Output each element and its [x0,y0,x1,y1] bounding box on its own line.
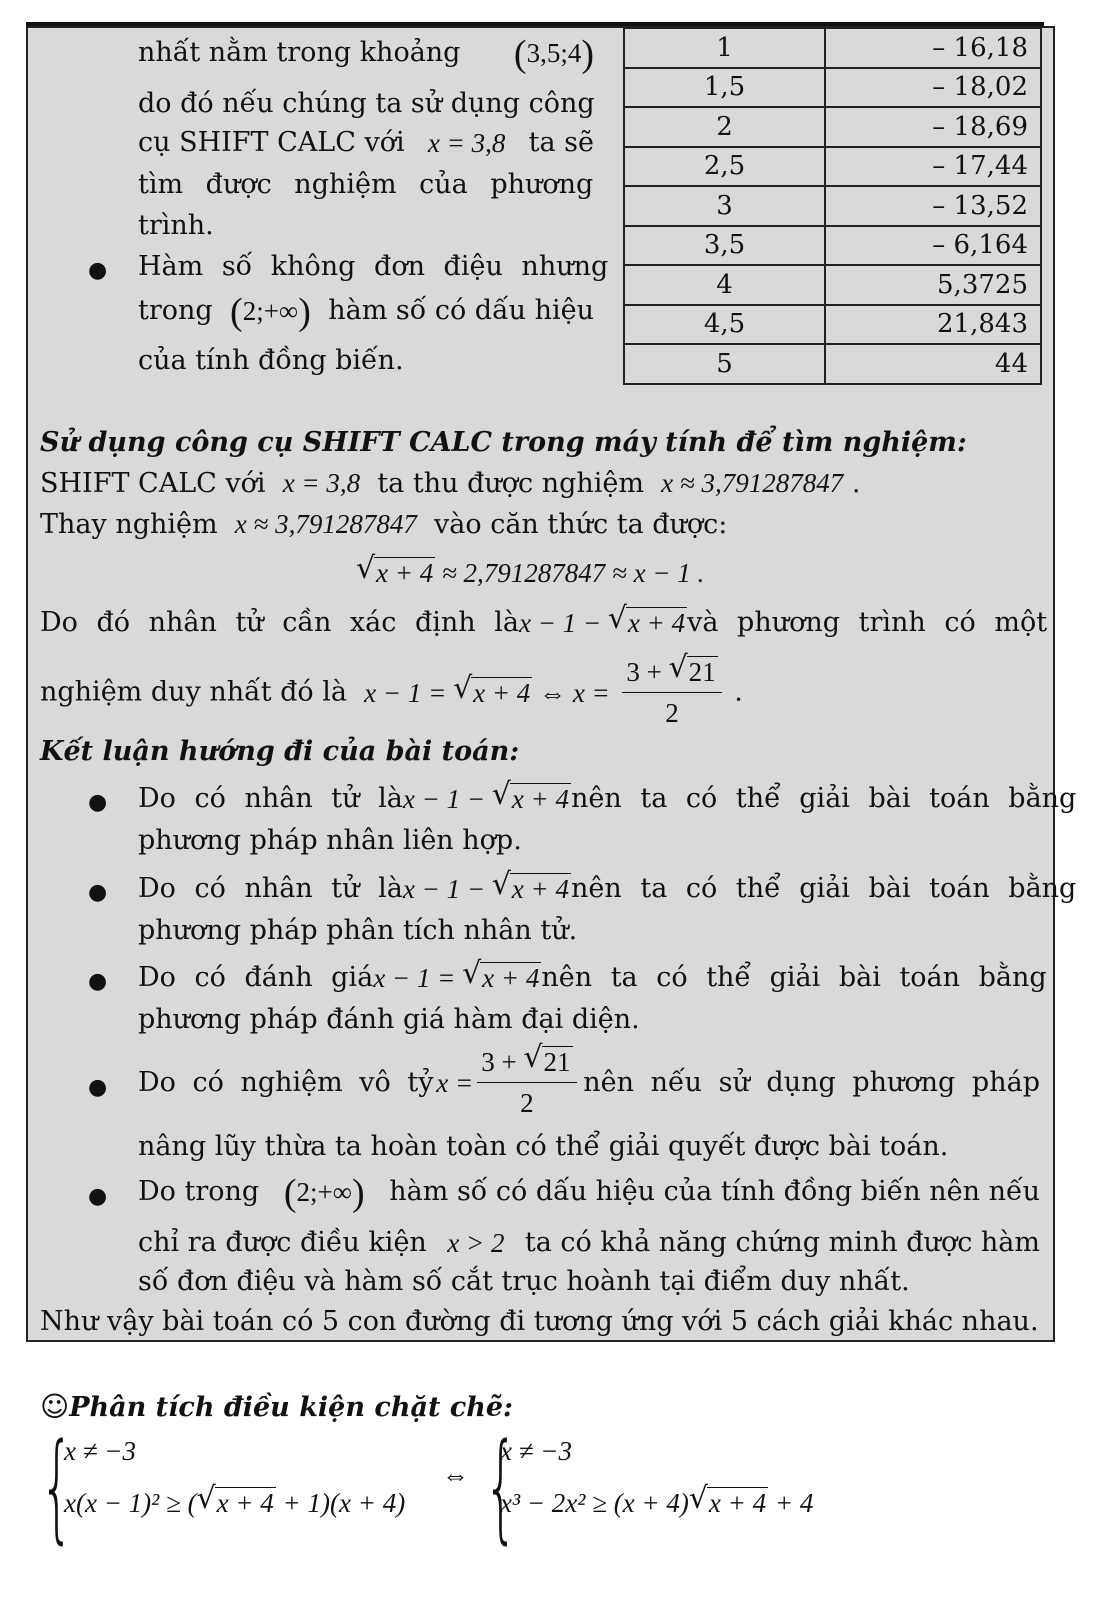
y-cell: – 18,69 [825,107,1041,147]
x-cell: 1 [624,28,825,68]
radicand: x + 4 [216,1488,274,1518]
radicand: x + 4 [511,874,570,904]
text-line [138,959,1047,997]
text-line [138,1224,1040,1262]
text-segment: ta có khả năng chứng minh được hàm [524,1227,1040,1258]
text-segment: Do trong [138,1176,260,1207]
text-line: nâng lũy thừa ta hoàn toàn có thể giải quyết được bài toán. [138,1131,949,1162]
x-cell: 2,5 [624,147,825,187]
equation [356,554,704,592]
text-line [40,464,860,503]
table-row [624,107,1041,147]
text-segment: Thay nghiệm [40,509,218,540]
text-line [138,124,594,162]
math-expression: x ≈ 3,791287847 [234,509,417,539]
text-line: phương pháp đánh giá hàm đại diện. [138,1004,640,1035]
math-expression: + 1)(x + 4) [282,1488,406,1518]
text-segment: do đó nếu chúng ta sử dụng công [138,88,595,119]
text-segment: hàm số có dấu hiệu [328,295,594,326]
text-line: phương pháp phân tích nhân tử. [138,915,578,946]
section-heading: Kết luận hướng đi của bài toán: [40,736,520,767]
text-segment: tìm được nghiệm của phương [138,169,594,200]
math-expression: x ≈ 3,791287847 [661,468,844,498]
table-row [624,147,1041,187]
table-row [624,226,1041,266]
text-segment: Do có nghiệm vô tỷ [138,1066,434,1098]
y-cell: – 18,02 [825,68,1041,108]
text-segment: chỉ ra được điều kiện [138,1227,427,1258]
text-line [138,342,404,380]
left-brace: { [40,1417,74,1555]
smiley-icon: ☺ [40,1390,70,1423]
x-cell: 3,5 [624,226,825,266]
text-line [40,604,1048,642]
condition [500,1484,813,1522]
y-cell: 44 [825,344,1041,384]
fraction [477,1042,576,1123]
text-segment: hàm số có dấu hiệu của tính đồng biến nên nếu [389,1176,1040,1207]
text-segment: Do có đánh giá [138,962,374,993]
text-line [138,207,214,245]
math-expression: ≈ 2,791287847 ≈ x − 1 . [441,558,705,588]
bullet-icon: ● [88,1075,108,1100]
text-line: số đơn điệu và hàm số cắt trục hoành tại điểm duy nhất. [138,1266,910,1297]
text-line: trong (2;+∞) hàm số có dấu hiệu [138,291,594,333]
text-segment: và phương trình có một [687,607,1048,638]
text-segment: nên ta có thể giải bài toán bằng [571,873,1077,904]
radicand: x + 4 [482,963,540,993]
bullet-icon: ● [88,258,108,283]
fraction [622,652,721,733]
math-expression: ⇔ x = [539,677,610,708]
math-expression: x = 3,8 [282,468,361,498]
text-segment: nên ta có thể giải bài toán bằng [571,783,1077,814]
table-row [624,68,1041,108]
text-segment: Hàm số không đơn điệu nhưng [138,251,609,282]
table-row [624,265,1041,305]
x-cell: 3 [624,186,825,226]
right-brace: { [484,1417,518,1555]
bullet-icon: ● [88,1184,108,1209]
text-line: phương pháp nhân liên hợp. [138,825,522,856]
text-segment: cụ SHIFT CALC với [138,127,405,158]
text-segment: . [851,468,861,499]
text-segment: ta sẽ [528,127,594,158]
text-line [40,652,743,733]
text-segment: SHIFT CALC với [40,468,266,499]
summary-line: Như vậy bài toán có 5 con đường đi tương ứng với 5 cách giải khác nhau. [40,1306,1039,1337]
value-table [623,27,1042,385]
text-segment: Do đó nhân tử cần xác định là [40,607,519,638]
section-heading-row [40,1388,513,1427]
table-row [624,305,1041,345]
x-cell: 4 [624,265,825,305]
text-line [138,780,1077,818]
text-segment: ta thu được nghiệm [377,468,644,499]
table-row [624,28,1041,68]
radicand: x + 4 [708,1488,767,1518]
math-expression: x − 1 − [402,784,486,814]
y-cell: 21,843 [825,305,1041,345]
radicand: 21 [543,1047,571,1077]
math-expression: x − 1 − [518,608,602,638]
y-cell: – 13,52 [825,186,1041,226]
text-line [138,870,1077,908]
text-line [138,85,594,123]
text-segment: vào căn thức ta được: [434,509,728,540]
condition [64,1484,405,1522]
section-heading: Sử dụng công cụ SHIFT CALC trong máy tính để tìm nghiệm: [40,427,967,458]
y-cell: – 16,18 [825,28,1041,68]
text-segment: trình. [138,210,214,241]
math-expression: x³ − 2x² ≥ (x + 4) [500,1488,689,1518]
text-line [138,1042,1040,1123]
interval: 2;+∞ [296,1177,352,1207]
bullet-icon: ● [88,880,108,905]
denominator: 2 [520,1088,534,1118]
radicand: x + 4 [376,558,434,588]
x-cell: 2 [624,107,825,147]
denominator: 2 [665,698,679,728]
text-segment: của tính đồng biến. [138,345,404,376]
math-expression: x(x − 1)² ≥ ( [64,1488,197,1518]
text-segment: nhất nằm trong khoảng [138,37,461,68]
math-expression: x > 2 [447,1228,505,1258]
math-expression: x − 1 − [402,874,486,904]
math-expression: x − 1 = [373,963,456,993]
text-line: Do trong (2;+∞) hàm số có dấu hiệu của tính đồng biến nên nếu [138,1172,1040,1214]
text-segment: . [734,676,743,708]
section-heading: Phân tích điều kiện chặt chẽ: [69,1392,514,1423]
radicand: x + 4 [627,608,686,638]
numerator: 3 + [626,657,662,687]
math-expression: x − 1 = [364,677,447,708]
math-expression: x = 3,8 [427,128,506,158]
radicand: x + 4 [511,784,570,814]
math-expression: x = [436,1067,474,1098]
y-cell: – 17,44 [825,147,1041,187]
text-line [138,166,594,204]
text-segment: Do có nhân tử là [138,783,403,814]
text-line [40,505,727,544]
bullet-icon: ● [88,790,108,815]
bullet-icon: ● [88,969,108,994]
interval: 3,5;4 [526,38,582,68]
radicand: 21 [688,657,716,687]
math-expression: + 4 [774,1488,814,1518]
condition: x ≠ −3 [500,1436,573,1466]
text-segment: nên ta có thể giải bài toán bằng [541,962,1047,993]
x-cell: 4,5 [624,305,825,345]
text-line: nhất nằm trong khoảng (3,5;4) [138,33,594,75]
radicand: x + 4 [473,677,531,708]
x-cell: 5 [624,344,825,384]
condition: x ≠ −3 [64,1436,137,1466]
text-line [138,248,609,286]
numerator: 3 + [481,1047,517,1077]
y-cell: – 6,164 [825,226,1041,266]
text-segment: nghiệm duy nhất đó là [40,676,347,708]
table-row [624,186,1041,226]
text-segment: Do có nhân tử là [138,873,403,904]
x-cell: 1,5 [624,68,825,108]
y-cell: 5,3725 [825,265,1041,305]
equivalence-symbol: ⇔ [442,1460,469,1490]
text-segment: trong [138,295,213,326]
table-row [624,344,1041,384]
text-segment: nên nếu sử dụng phương pháp [583,1066,1040,1098]
interval: 2;+∞ [242,296,299,326]
